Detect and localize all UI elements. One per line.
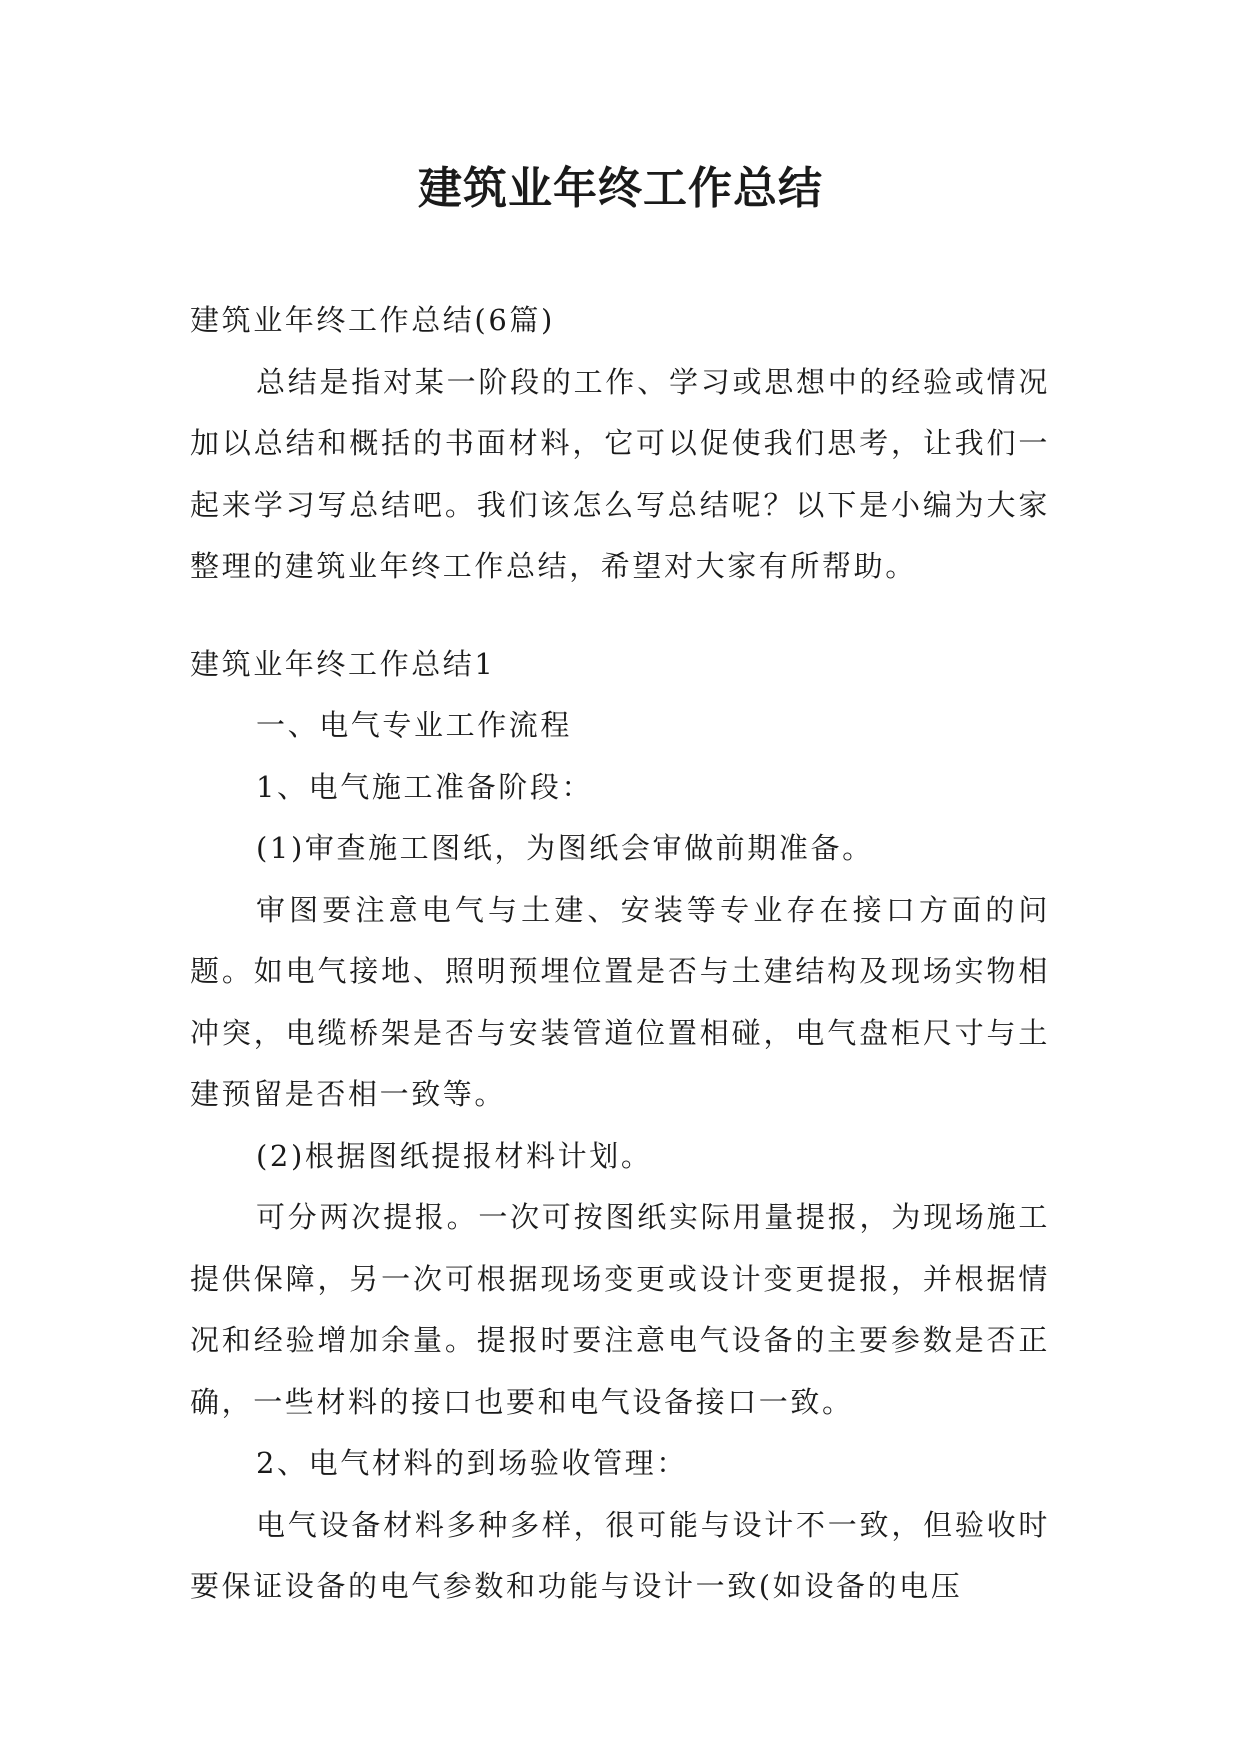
section-heading: 建筑业年终工作总结1 <box>190 646 496 681</box>
paragraph-heading-prep: 1、电气施工准备阶段： <box>256 769 594 804</box>
paragraph-heading-workflow: 一、电气专业工作流程 <box>256 708 573 742</box>
document-body <box>190 290 1050 1618</box>
paragraph-item-plan: (2)根据图纸提报材料计划。 <box>256 1138 653 1173</box>
paragraph-review-detail: 审图要注意电气与土建、安装等专业存在接口方面的问题。如电气接地、照明预埋位置是否与土建结构及现场实物相冲突，电缆桥架是否与安装管道位置相碰，电气盘柜尺寸与土建预留是否相一致等。 <box>190 892 1050 1111</box>
document-title: 建筑业年终工作总结 <box>418 163 823 214</box>
paragraph-acceptance-detail: 电气设备材料多种多样，很可能与设计不一致，但验收时要保证设备的电气参数和功能与设计一致(如设备的电压 <box>190 1507 1050 1603</box>
section-gap <box>190 598 1050 634</box>
document-subtitle: 建筑业年终工作总结(6篇) <box>190 303 555 337</box>
paragraph-plan-detail: 可分两次提报。一次可按图纸实际用量提报，为现场施工提供保障，另一次可根据现场变更或设计变更提报，并根据情况和经验增加余量。提报时要注意电气设备的主要参数是否正确，一些材料的接口也要和电气设备接口一致。 <box>190 1200 1050 1419</box>
paragraph-item-review: (1)审查施工图纸，为图纸会审做前期准备。 <box>256 831 874 865</box>
intro-paragraph: 总结是指对某一阶段的工作、学习或思想中的经验或情况加以总结和概括的书面材料，它可以促使我们思考，让我们一起来学习写总结吧。我们该怎么写总结呢？以下是小编为大家整理的建筑业年终工作总结，希望对大家有所帮助。 <box>190 364 1050 583</box>
paragraph-heading-acceptance: 2、电气材料的到场验收管理： <box>256 1446 688 1480</box>
